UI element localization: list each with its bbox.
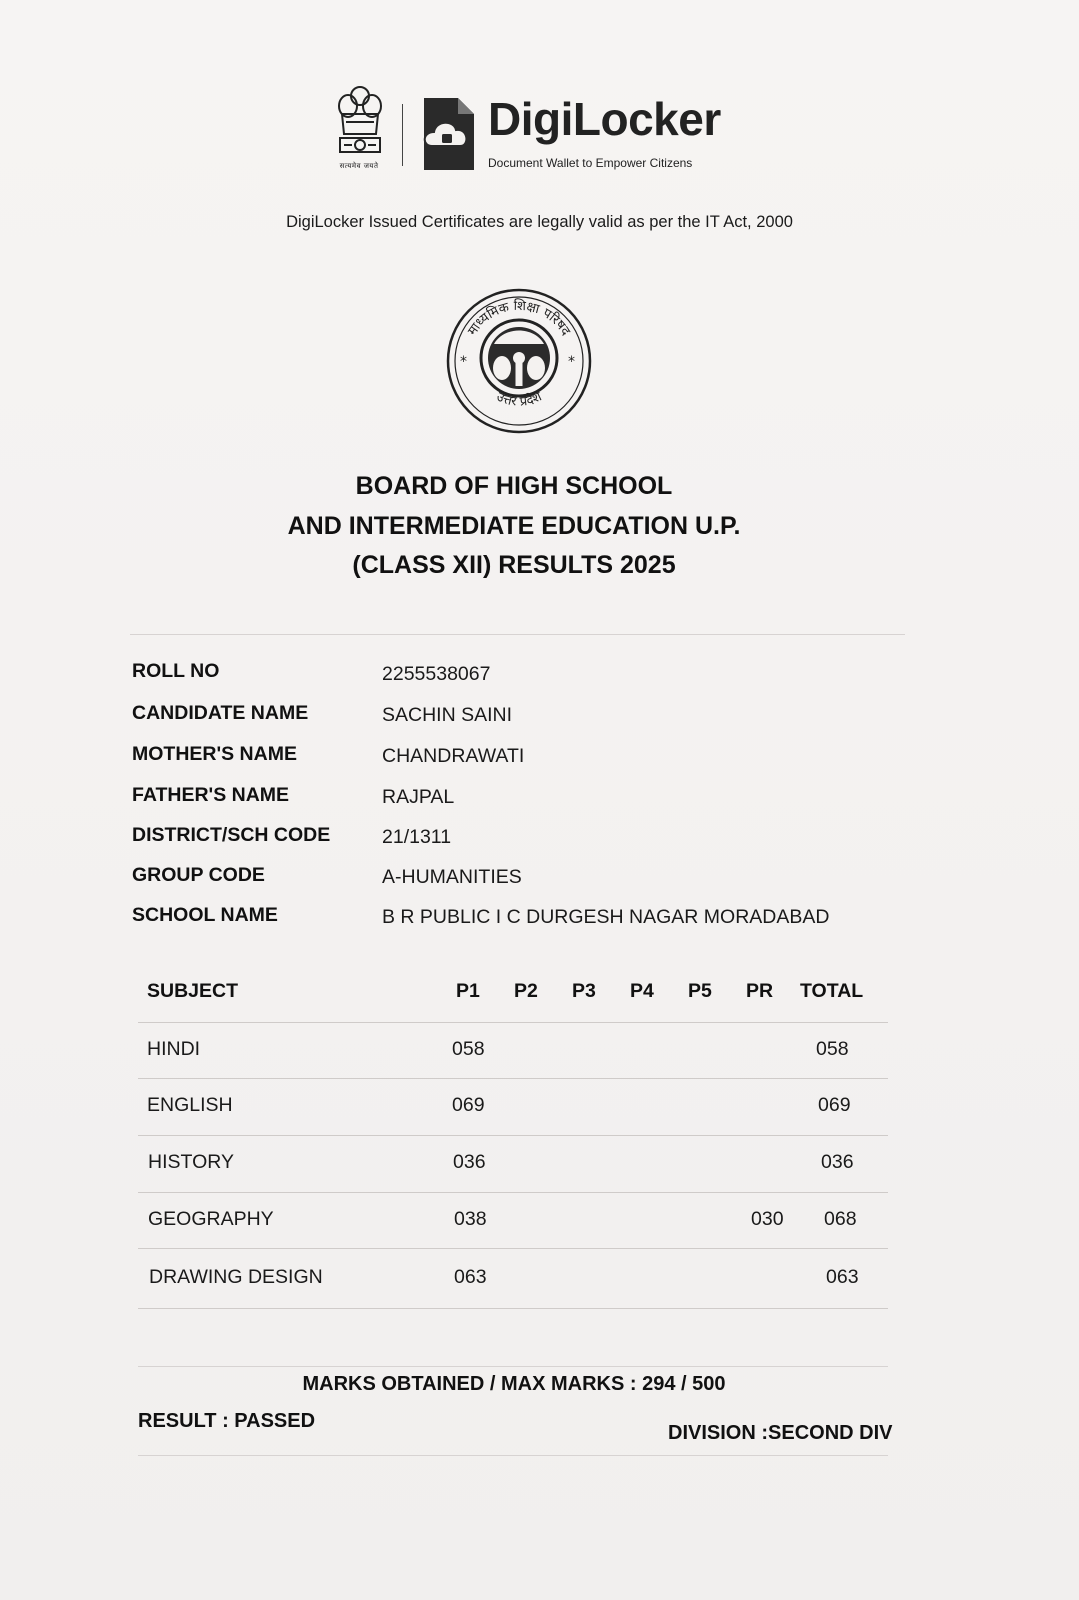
table-row xyxy=(138,1266,888,1306)
emblem-caption: सत्यमेव जयते xyxy=(339,162,379,170)
board-title-line3: (CLASS XII) RESULTS 2025 xyxy=(352,551,676,579)
pr-cell: 030 xyxy=(751,1208,784,1230)
board-title-line2: AND INTERMEDIATE EDUCATION U.P. xyxy=(287,512,741,540)
brand-name: DigiLocker xyxy=(488,93,721,145)
p1-cell: 058 xyxy=(452,1038,485,1060)
svg-text:*: * xyxy=(568,354,575,370)
subject-cell: DRAWING DESIGN xyxy=(149,1266,323,1288)
group-code-label: GROUP CODE xyxy=(132,864,265,886)
division-status: DIVISION :SECOND DIV xyxy=(668,1422,893,1444)
candidate-name-value: SACHIN SAINI xyxy=(382,704,513,726)
section-divider xyxy=(130,634,905,635)
school-name-value: B R PUBLIC I C DURGESH NAGAR MORADABAD xyxy=(382,906,830,928)
digilocker-logo-icon xyxy=(418,96,478,172)
header-total: TOTAL xyxy=(800,980,864,1002)
total-cell: 069 xyxy=(818,1094,851,1116)
footer-divider xyxy=(138,1455,888,1456)
table-row xyxy=(138,1151,888,1191)
header-p1: P1 xyxy=(456,980,480,1002)
subject-cell: HINDI xyxy=(147,1038,201,1060)
school-name-label: SCHOOL NAME xyxy=(132,904,278,926)
total-cell: 036 xyxy=(821,1151,854,1173)
school-name-row xyxy=(132,904,912,934)
roll-no-row xyxy=(132,660,912,690)
board-title-line1: BOARD OF HIGH SCHOOL xyxy=(355,472,673,500)
candidate-name-row xyxy=(132,702,912,732)
row-divider-line xyxy=(138,1308,888,1309)
row-divider-line xyxy=(138,1078,888,1079)
summary-divider xyxy=(138,1366,888,1367)
row-divider-line xyxy=(138,1192,888,1193)
subject-cell: GEOGRAPHY xyxy=(148,1208,274,1230)
header-p4: P4 xyxy=(630,980,654,1002)
header-subject: SUBJECT xyxy=(147,980,239,1002)
header-p2: P2 xyxy=(514,980,538,1002)
p1-cell: 063 xyxy=(454,1266,487,1288)
total-cell: 068 xyxy=(824,1208,857,1230)
father-name-row xyxy=(132,784,912,814)
marks-obtained-summary: MARKS OBTAINED / MAX MARKS : 294 / 500 xyxy=(302,1373,726,1395)
mother-name-value: CHANDRAWATI xyxy=(382,745,525,767)
header-p3: P3 xyxy=(572,980,596,1002)
father-name-value: RAJPAL xyxy=(382,786,455,808)
header-pr: PR xyxy=(746,980,774,1002)
header-divider xyxy=(402,104,403,166)
subject-cell: ENGLISH xyxy=(147,1094,233,1116)
header-divider-line xyxy=(138,1022,888,1023)
seal-bottom-text: उत्तर प्रदेश xyxy=(493,389,545,410)
row-divider-line xyxy=(138,1248,888,1249)
roll-no-label: ROLL NO xyxy=(132,660,220,682)
mother-name-row xyxy=(132,743,912,773)
group-code-value: A-HUMANITIES xyxy=(382,866,522,888)
subject-cell: HISTORY xyxy=(148,1151,234,1173)
p1-cell: 036 xyxy=(453,1151,486,1173)
mother-name-label: MOTHER'S NAME xyxy=(132,743,297,765)
district-code-row xyxy=(132,824,912,854)
table-row xyxy=(138,1094,888,1134)
legal-validity-note: DigiLocker Issued Certificates are legally valid as per the IT Act, 2000 xyxy=(286,213,793,231)
header-p5: P5 xyxy=(688,980,712,1002)
father-name-label: FATHER'S NAME xyxy=(132,784,290,806)
district-code-label: DISTRICT/SCH CODE xyxy=(132,824,331,846)
p1-cell: 069 xyxy=(452,1094,485,1116)
board-seal-icon xyxy=(444,286,594,436)
svg-text:*: * xyxy=(460,354,467,370)
digilocker-header xyxy=(330,82,730,182)
p1-cell: 038 xyxy=(454,1208,487,1230)
district-code-value: 21/1311 xyxy=(382,826,452,848)
brand-tagline: Document Wallet to Empower Citizens xyxy=(488,156,693,170)
candidate-name-label: CANDIDATE NAME xyxy=(132,702,309,724)
result-status: RESULT : PASSED xyxy=(138,1410,316,1432)
group-code-row xyxy=(132,864,912,894)
svg-text:उत्तर प्रदेश xyxy=(494,389,545,410)
total-cell: 058 xyxy=(816,1038,849,1060)
row-divider-line xyxy=(138,1135,888,1136)
national-emblem-icon xyxy=(330,82,390,174)
total-cell: 063 xyxy=(826,1266,859,1288)
table-row xyxy=(138,1038,888,1078)
roll-no-value: 2255538067 xyxy=(382,663,491,685)
table-row xyxy=(138,1208,888,1248)
seal-top-text: माध्यमिक शिक्षा परिषद xyxy=(465,298,573,339)
